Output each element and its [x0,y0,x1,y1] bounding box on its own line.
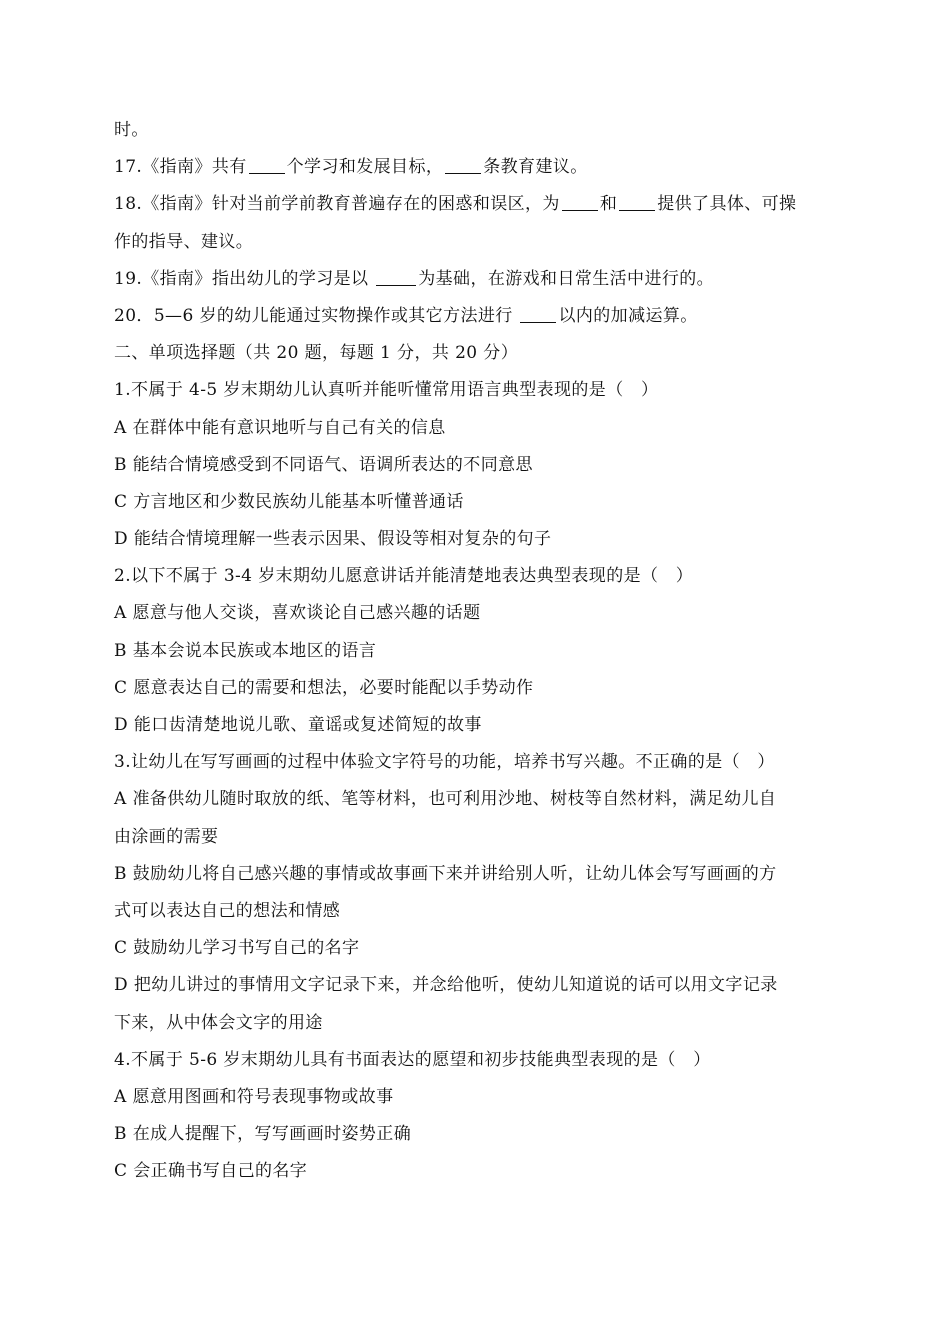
question-17 [114,149,836,186]
answer-option: C 鼓励幼儿学习书写自己的名字 [114,938,360,959]
answer-blank [376,268,416,286]
question-18 [114,186,836,223]
document-body [114,112,836,1190]
answer-option: C 愿意表达自己的需要和想法，必要时能配以手势动作 [114,677,534,698]
answer-option: A 愿意用图画和符号表现事物或故事 [114,1086,394,1107]
answer-blank [520,305,556,323]
answer-option: D 把幼儿讲过的事情用文字记录下来，并念给他听，使幼儿知道说的话可以用文字记录 [114,975,778,996]
question-text: 条教育建议。 [483,157,588,178]
question-20 [114,298,836,335]
answer-option: C 会正确书写自己的名字 [114,1161,308,1182]
answer-option: A 在群体中能有意识地听与自己有关的信息 [114,417,446,438]
answer-option: B 在成人提醒下，写写画画时姿势正确 [114,1124,412,1145]
question-stem: 1.不属于 4-5 岁末期幼儿认真听并能听懂常用语言典型表现的是（ ） [114,380,659,401]
question-text: 20．5—6 岁的幼儿能通过实物操作或其它方法进行 [114,305,519,326]
question-text: 个学习和发展目标， [286,157,444,178]
answer-option: A 准备供幼儿随时取放的纸、笔等材料，也可利用沙地、树枝等自然材料，满足幼儿自 [114,789,777,810]
answer-blank [445,156,481,174]
answer-option-continuation: 由涂画的需要 [114,826,219,847]
question-stem: 3.让幼儿在写写画画的过程中体验文字符号的功能，培养书写兴趣。不正确的是（ ） [114,752,775,773]
answer-option-continuation: 式可以表达自己的想法和情感 [114,900,341,921]
question-stem: 2.以下不属于 3-4 岁末期幼儿愿意讲话并能清楚地表达典型表现的是（ ） [114,566,694,587]
question-19 [114,261,836,298]
question-text: 为基础，在游戏和日常生活中进行的。 [418,268,715,289]
text-line: 作的指导、建议。 [114,231,254,252]
answer-option: B 能结合情境感受到不同语气、语调所表达的不同意思 [114,454,533,475]
answer-blank [249,156,285,174]
answer-option: B 鼓励幼儿将自己感兴趣的事情或故事画下来并讲给别人听，让幼儿体会写写画画的方 [114,863,777,884]
question-text: 和 [599,194,618,215]
answer-option: B 基本会说本民族或本地区的语言 [114,640,377,661]
section-heading: 二、单项选择题（共 20 题，每题 1 分，共 20 分） [114,343,519,364]
answer-option: D 能口齿清楚地说儿歌、童谣或复述简短的故事 [114,715,482,735]
answer-blank [619,193,655,211]
question-stem: 4.不属于 5-6 岁末期幼儿具有书面表达的愿望和初步技能典型表现的是（ ） [114,1049,711,1070]
answer-option: D 能结合情境理解一些表示因果、假设等相对复杂的句子 [114,529,552,550]
question-text: 以内的加减运算。 [558,305,698,326]
text-line: 时。 [114,120,149,140]
answer-blank [562,193,598,211]
answer-option-continuation: 下来，从中体会文字的用途 [114,1012,323,1033]
question-text: 17.《指南》共有 [114,157,247,178]
question-text: 19.《指南》指出幼儿的学习是以 [114,268,375,289]
question-text: 18.《指南》针对当前学前教育普遍存在的困惑和误区，为 [114,194,560,215]
answer-option: A 愿意与他人交谈，喜欢谈论自己感兴趣的话题 [114,603,481,624]
question-text: 提供了具体、可操 [657,194,797,215]
answer-option: C 方言地区和少数民族幼儿能基本听懂普通话 [114,491,464,512]
